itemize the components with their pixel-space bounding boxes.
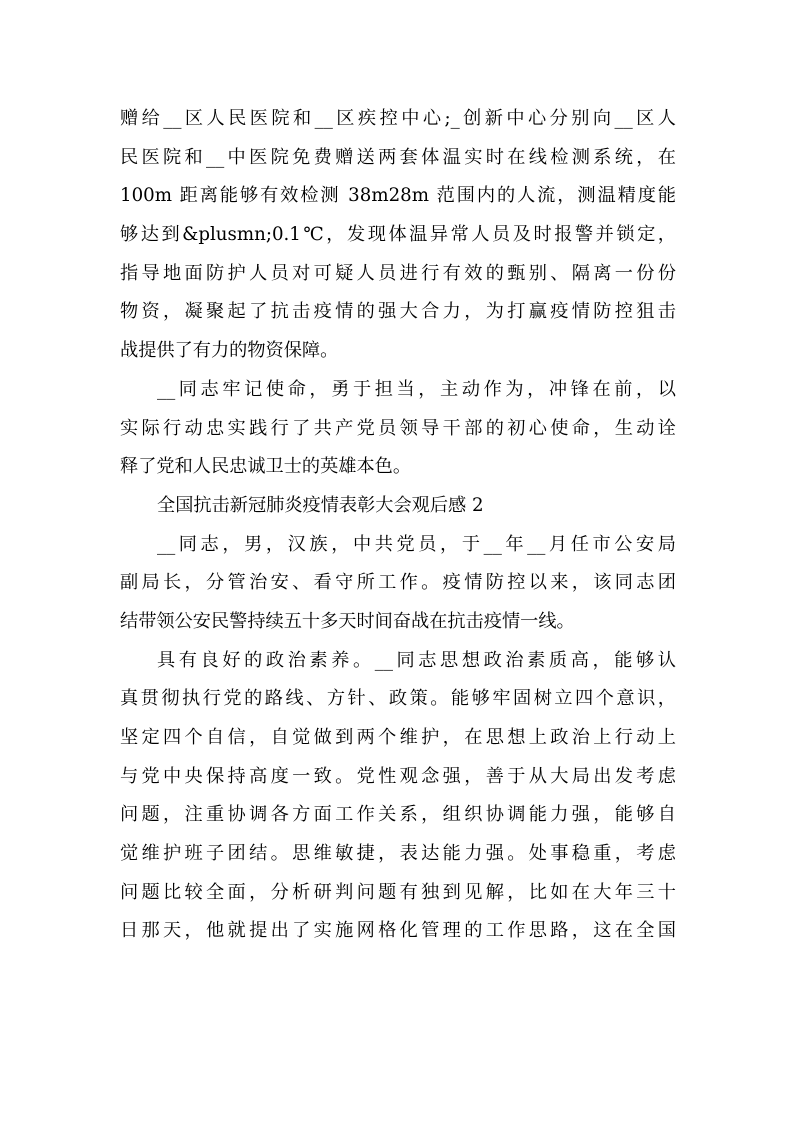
text-line: 与党中央保持高度一致。党性观念强，善于从大局出发考虑 xyxy=(120,765,676,787)
text-line: 副局长，分管治安、看守所工作。疫情防控以来，该同志团 xyxy=(120,572,676,594)
text-line: 战提供了有力的物资保障。 xyxy=(120,340,339,362)
text-line: 具有良好的政治素养。__同志思想政治素质高，能够认 xyxy=(157,649,676,671)
text-line: 觉维护班子团结。思维敏捷，表达能力强。处事稳重，考虑 xyxy=(120,843,676,865)
text-line: 释了党和人民忠诚卫士的英雄本色。 xyxy=(120,456,412,478)
text-line: 坚定四个自信，自觉做到两个维护，在思想上政治上行动上 xyxy=(120,727,676,748)
section-heading: 全国抗击新冠肺炎疫情表彰大会观后感 2 xyxy=(157,494,484,516)
text-line: 实际行动忠实践行了共产党员领导干部的初心使命，生动诠 xyxy=(120,417,676,439)
text-line: 赠给__区人民医院和__区疾控中心;_创新中心分别向__区人 xyxy=(120,108,676,129)
text-line: 日那天，他就提出了实施网格化管理的工作思路，这在全国 xyxy=(120,920,676,942)
text-line: __同志牢记使命，勇于担当，主动作为，冲锋在前，以 xyxy=(157,378,676,400)
text-line: 结带领公安民警持续五十多天时间奋战在抗击疫情一线。 xyxy=(120,610,575,632)
text-line: 真贯彻执行党的路线、方针、政策。能够牢固树立四个意识， xyxy=(120,688,676,710)
document-body xyxy=(120,100,676,951)
text-line: 民医院和__中医院免费赠送两套体温实时在线检测系统，在 xyxy=(120,146,676,168)
text-line: 问题比较全面，分析研判问题有独到见解，比如在大年三十 xyxy=(120,881,676,903)
text-line: 指导地面防护人员对可疑人员进行有效的甄别、隔离一份份 xyxy=(120,262,676,284)
text-line: 物资，凝聚起了抗击疫情的强大合力，为打赢疫情防控狙击 xyxy=(120,301,676,323)
text-line: 问题，注重协调各方面工作关系，组织协调能力强，能够自 xyxy=(120,804,676,826)
text-line: 够达到&plusmn;0.1℃，发现体温异常人员及时报警并锁定， xyxy=(120,224,676,246)
text-line: __同志，男，汉族，中共党员，于__年__月任市公安局 xyxy=(157,533,676,555)
text-line: 100m 距离能够有效检测 38m28m 范围内的人流，测温精度能 xyxy=(120,185,676,207)
